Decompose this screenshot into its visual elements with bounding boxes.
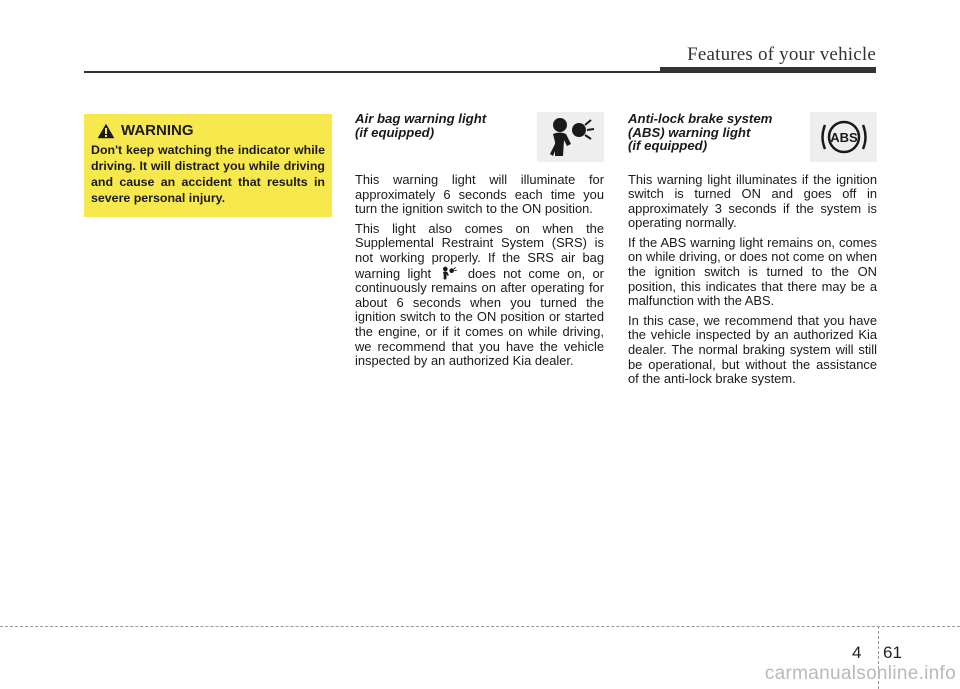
- abs-icon: [817, 117, 871, 157]
- airbag-title-line2: (if equipped): [355, 124, 435, 140]
- header-title: Features of your vehicle: [687, 44, 876, 65]
- warning-triangle-icon: [97, 123, 115, 139]
- warning-text: Don't keep watching the indicator while driving. It will distract you while driving and cause an accident that results in severe personal injury.: [91, 143, 325, 205]
- airbag-section-title: [355, 112, 520, 139]
- airbag-icon: [546, 116, 596, 158]
- abs-title-line3: (if equipped): [628, 138, 708, 153]
- airbag-icon-box: [537, 112, 604, 162]
- header-rule-accent: [660, 67, 876, 73]
- abs-icon-box: [810, 112, 877, 162]
- warning-box: [84, 114, 332, 217]
- abs-title-line1: Anti-lock brake system: [628, 111, 773, 126]
- abs-paragraph-3: In this case, we recommend that you have the vehicle inspected by an authorized Kia dealer. The normal braking system will still be operational, but without the assistance of the anti-lock brake system.: [628, 312, 877, 387]
- warning-header: [97, 122, 325, 139]
- airbag-paragraph-2: [355, 222, 604, 369]
- abs-paragraph-1: This warning light illuminates if the ignition switch is turned ON and goes off in approximately 3 seconds if the system is operating normally.: [628, 171, 877, 231]
- airbag-section: [355, 112, 604, 374]
- warning-title: WARNING: [121, 122, 194, 139]
- airbag-title-line1: Air bag warning light: [355, 111, 487, 126]
- airbag-paragraph-2-start: This light also comes on when the Supplemental Restraint System (SRS) is not working properly. If the SRS air bag warning light: [355, 220, 604, 281]
- airbag-inline-icon: [439, 266, 459, 280]
- airbag-paragraph-2-end: does not come on, or continuously remains on after operating for about 6 seconds when you turned the ignition switch to the ON position or started the engine, or if it comes on while driving, we recommend that you have the vehicle inspected by an authorized Kia dealer.: [355, 265, 604, 369]
- airbag-paragraph-1: This warning light will illuminate for approximately 6 seconds each time you turn the ignition switch to the ON position.: [355, 172, 604, 217]
- abs-section: [628, 112, 877, 392]
- abs-section-title: [628, 112, 793, 153]
- abs-paragraph-2: If the ABS warning light remains on, comes on while driving, or does not come on when the ignition switch is turned to the ON position, this indicates that there may be a malfunction with the ABS.: [628, 234, 877, 309]
- abs-icon-label: ABS: [829, 130, 858, 145]
- watermark: carmanualsonline.info: [764, 663, 956, 684]
- abs-title-line2: (ABS) warning light: [628, 124, 751, 140]
- page-number: 61: [883, 643, 902, 662]
- footer-rule: [0, 626, 960, 627]
- chapter-number: 4: [852, 643, 862, 662]
